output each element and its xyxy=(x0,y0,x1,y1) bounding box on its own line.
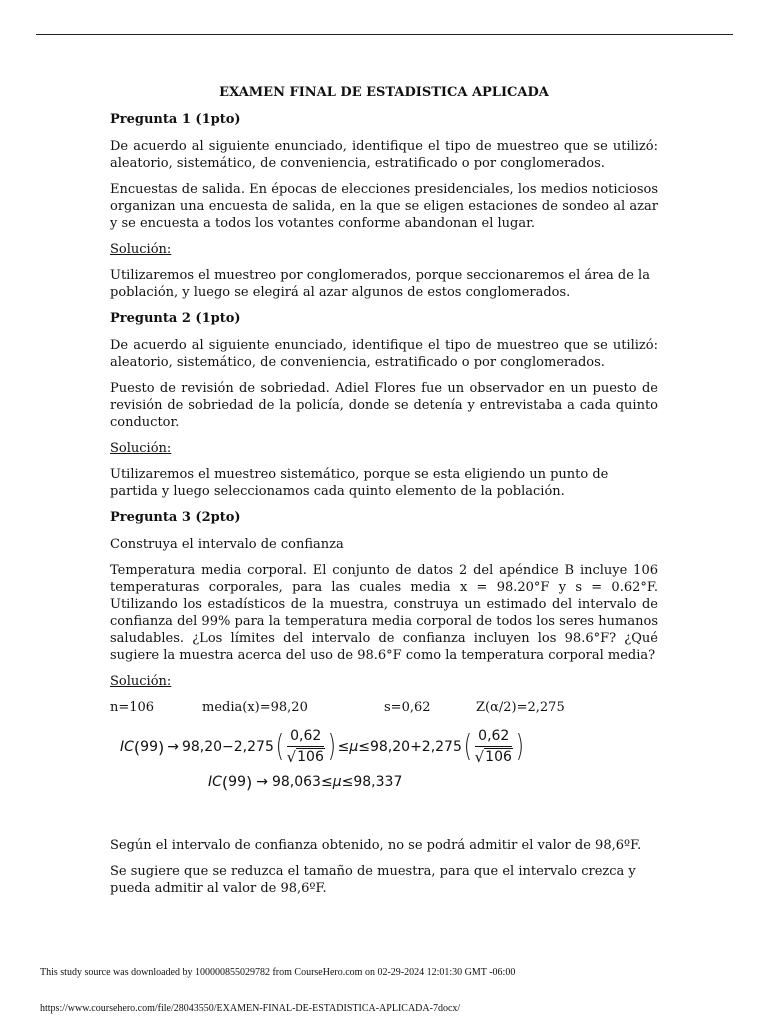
result-close-paren: ) xyxy=(245,772,253,792)
param-z: Z(α/2)=2,275 xyxy=(476,700,565,715)
question-1-statement: Encuestas de salida. En épocas de elecciones presidenciales, los medios noticiosos organizan una encuesta de salida, en la que se eligen estaciones de sondeo al azar y se encuesta a todos los votantes conforme abandonan el lugar. xyxy=(110,182,658,231)
formula-right-part: 98,20+2,275 xyxy=(369,738,462,755)
sqrt-symbol-icon: √ xyxy=(474,748,485,766)
question-3-solution-label: Solución: xyxy=(110,674,172,689)
formula-sqrt-2 xyxy=(475,747,513,766)
formula-le-2: ≤ xyxy=(358,738,370,755)
formula-close-paren: ) xyxy=(157,737,165,757)
param-mean: media(x)=98,20 xyxy=(202,700,308,715)
formula-denominator-1: 106 xyxy=(297,749,324,765)
result-level: 99 xyxy=(228,773,246,790)
formula-denominator-2: 106 xyxy=(485,749,512,765)
footer-source: This study source was downloaded by 100000855029782 from CourseHero.com on 02-29-2024 12:01:30 GMT -06:00 xyxy=(40,967,516,978)
formula-big-open-paren-1: ( xyxy=(275,729,284,764)
result-open-paren: ( xyxy=(221,772,229,792)
formula-open-paren: ( xyxy=(133,737,141,757)
document-title: EXAMEN FINAL DE ESTADISTICA APLICADA xyxy=(219,85,549,100)
question-2-prompt: De acuerdo al siguiente enunciado, identifique el tipo de muestreo que se utilizó: aleatorio, sistemático, de conveniencia, estratificado o por conglomerados. xyxy=(110,338,658,370)
formula-big-close-paren-1: ) xyxy=(327,729,336,764)
formula-fraction-2 xyxy=(475,728,513,766)
formula-fraction-1 xyxy=(287,728,325,766)
question-3-conclusion-1: Según el intervalo de confianza obtenido, no se podrá admitir el valor de 98,6ºF. xyxy=(110,838,642,853)
formula-big-close-paren-2: ) xyxy=(515,729,524,764)
footer-url[interactable]: https://www.coursehero.com/file/28043550/EXAMEN-FINAL-DE-ESTADISTICA-APLICADA-7docx/ xyxy=(40,1003,461,1014)
formula-numerator-1: 0,62 xyxy=(287,728,324,747)
question-1-solution-label: Solución: xyxy=(110,242,172,257)
formula-big-open-paren-2: ( xyxy=(463,729,472,764)
confidence-interval-formula xyxy=(120,725,658,769)
formula-le-1: ≤ xyxy=(337,738,350,755)
formula-level: 99 xyxy=(140,738,158,755)
header-rule xyxy=(36,34,733,35)
question-2-answer: Utilizaremos el muestreo sistemático, porque se esta eligiendo un punto de partida y luego seleccionamos cada quinto elemento de la población. xyxy=(110,467,609,499)
question-2-heading: Pregunta 2 (1pto) xyxy=(110,311,241,326)
param-n: n=106 xyxy=(110,700,155,715)
formula-numerator-2: 0,62 xyxy=(475,728,512,747)
question-2-solution-label: Solución: xyxy=(110,441,172,456)
formula-mu: μ xyxy=(349,738,359,755)
formula-left-part: 98,20−2,275 xyxy=(181,738,274,755)
formula-ic: IC xyxy=(120,738,134,755)
result-le-2: ≤ xyxy=(341,773,354,790)
confidence-interval-result xyxy=(208,771,658,793)
result-ic: IC xyxy=(208,773,222,790)
param-s: s=0,62 xyxy=(384,700,431,715)
formula-arrow: → xyxy=(167,738,179,755)
result-mu: μ xyxy=(332,773,342,790)
result-upper: 98,337 xyxy=(353,773,403,790)
result-le-1: ≤ xyxy=(320,773,333,790)
formula-sqrt-1 xyxy=(287,747,325,766)
parameters-row xyxy=(110,699,658,716)
question-2-statement: Puesto de revisión de sobriedad. Adiel Flores fue un observador en un puesto de revisión de sobriedad de la policía, donde se detenía y entrevistaba a cada quinto conductor. xyxy=(110,381,658,430)
spacer xyxy=(110,793,658,837)
question-1-prompt: De acuerdo al siguiente enunciado, identifique el tipo de muestreo que se utilizó: aleatorio, sistemático, de conveniencia, estratificado o por conglomerados. xyxy=(110,139,658,171)
result-arrow: → xyxy=(256,773,268,790)
document-body xyxy=(110,84,658,906)
question-1-heading: Pregunta 1 (1pto) xyxy=(110,112,241,127)
question-3-statement: Temperatura media corporal. El conjunto de datos 2 del apéndice B incluye 106 temperaturas corporales, para las cuales media x = 98.20°F y s = 0.62°F. Utilizando los estadísticos de la muestra, construya un estimado del intervalo de confianza del 99% para la temperatura media corporal de todos los seres humanos saludables. ¿Los límites del intervalo de confianza incluyen los 98.6°F? ¿Qué sugiere la muestra acerca del uso de 98.6°F como la temperatura corporal media? xyxy=(110,563,658,663)
sqrt-symbol-icon: √ xyxy=(286,748,297,766)
question-3-prompt: Construya el intervalo de confianza xyxy=(110,537,344,552)
result-lower: 98,063 xyxy=(271,773,321,790)
question-3-conclusion-2: Se sugiere que se reduzca el tamaño de muestra, para que el intervalo crezca y pueda admitir al valor de 98,6ºF. xyxy=(110,864,636,896)
question-3-heading: Pregunta 3 (2pto) xyxy=(110,510,241,525)
question-1-answer: Utilizaremos el muestreo por conglomerados, porque seccionaremos el área de la población, y luego se elegirá al azar algunos de estos conglomerados. xyxy=(110,268,650,300)
